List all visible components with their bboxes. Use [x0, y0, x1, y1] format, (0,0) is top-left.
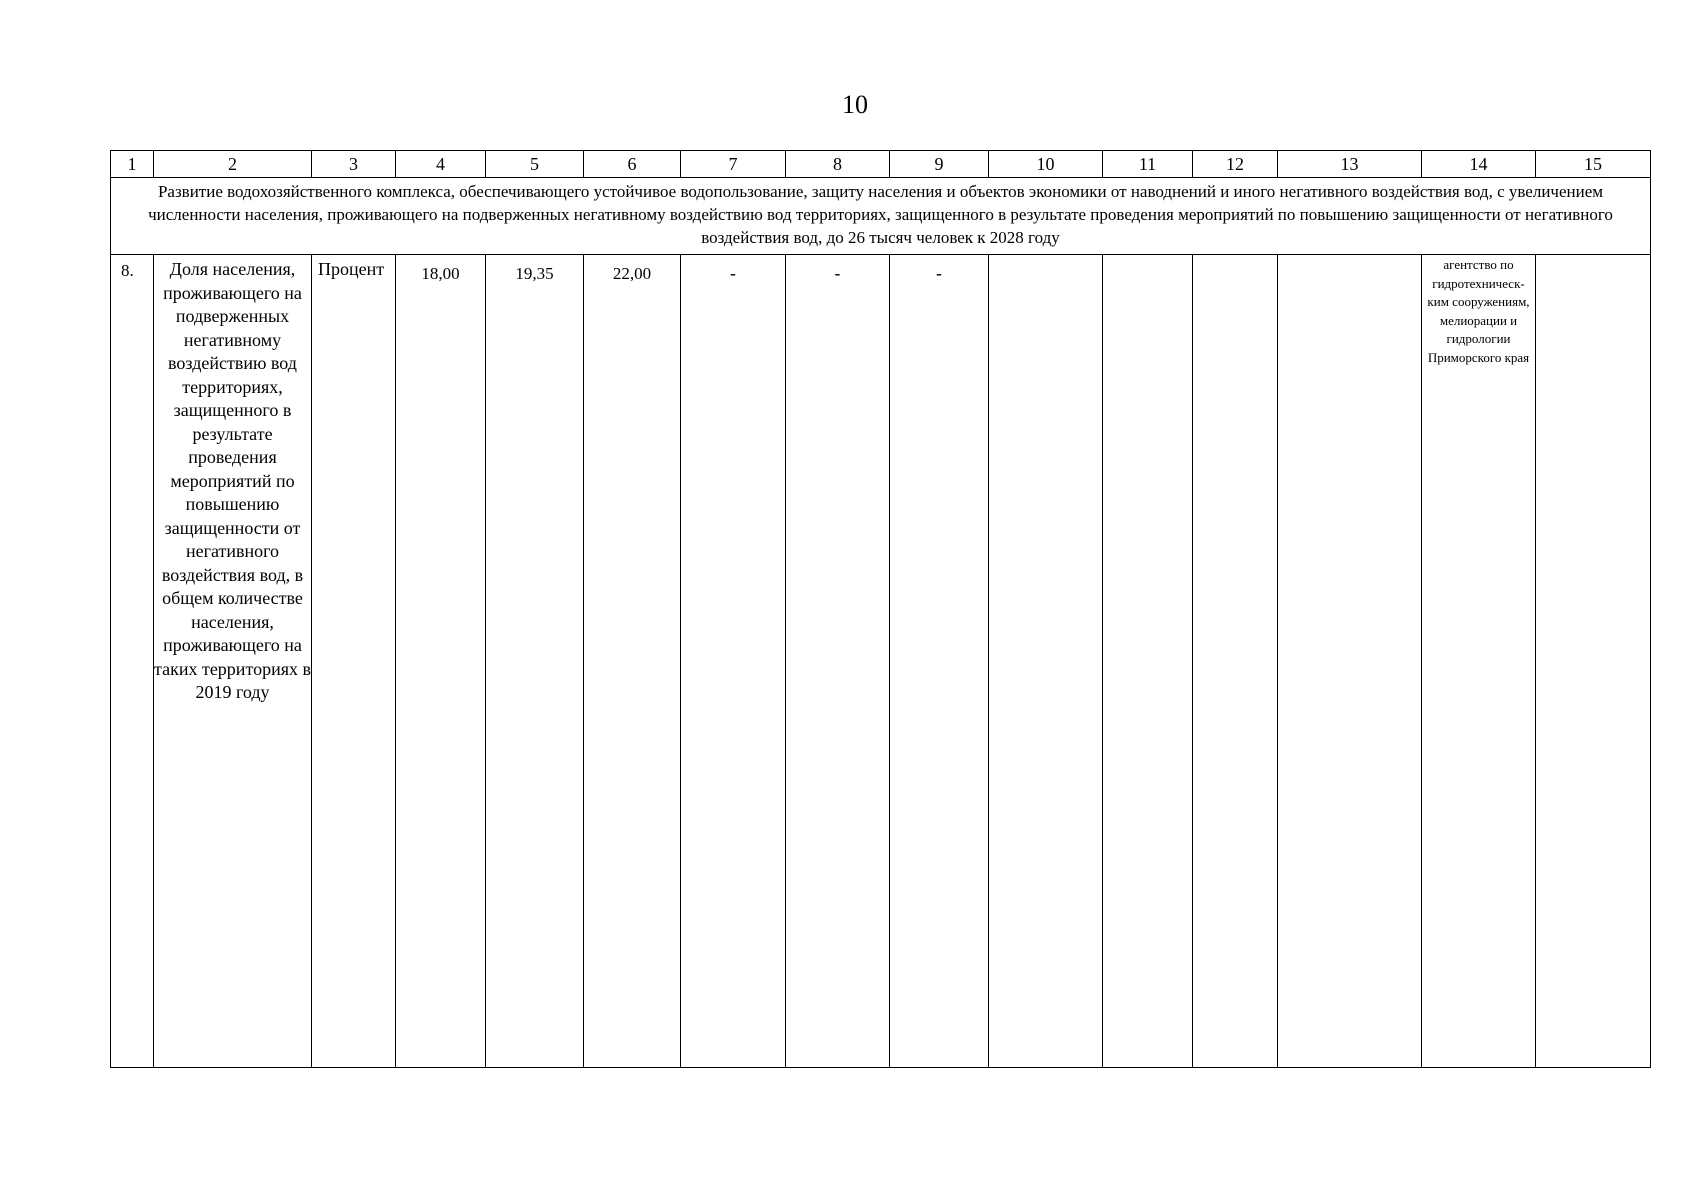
- header-cell: 15: [1536, 151, 1651, 178]
- row-number: 8.: [111, 255, 154, 1068]
- value-col10: [989, 255, 1103, 1068]
- header-cell: 7: [681, 151, 786, 178]
- section-row: [111, 178, 1651, 255]
- value-col15: [1536, 255, 1651, 1068]
- dash-value: -: [936, 264, 942, 283]
- header-cell: 6: [584, 151, 681, 178]
- value-col9: [890, 255, 989, 1068]
- table-row: [111, 255, 1651, 1068]
- value-col11: [1103, 255, 1193, 1068]
- section-title: Развитие водохозяйственного комплекса, обеспечивающего устойчивое водопользование, защиту населения и объектов экономики от наводнений и иного негативного воздействия вод, с увеличением численности населения, проживающего на подверженных негативному воздействию вод территориях, защищенного в результате проведения мероприятий по повышению защищенности от негативного воздействия вод, до 26 тысяч человек к 2028 году: [111, 178, 1651, 255]
- header-cell: 13: [1278, 151, 1422, 178]
- unit-cell: Процент: [312, 255, 396, 1068]
- header-cell: 10: [989, 151, 1103, 178]
- column-number-row: [111, 151, 1651, 178]
- value-col7: [681, 255, 786, 1068]
- indicators-table: [110, 150, 1651, 1068]
- dash-value: -: [730, 264, 736, 283]
- value-col4: 18,00: [396, 255, 486, 1068]
- header-cell: 9: [890, 151, 989, 178]
- dash-value: -: [834, 264, 841, 283]
- header-cell: 11: [1103, 151, 1193, 178]
- value-col12: [1193, 255, 1278, 1068]
- header-cell: 1: [111, 151, 154, 178]
- value-col6: 22,00: [584, 255, 681, 1068]
- page-number: 10: [842, 90, 868, 119]
- header-cell: 5: [486, 151, 584, 178]
- value-col8: [786, 255, 890, 1068]
- value-col5: 19,35: [486, 255, 584, 1068]
- header-cell: 4: [396, 151, 486, 178]
- value-col13: [1278, 255, 1422, 1068]
- header-cell: 14: [1422, 151, 1536, 178]
- header-cell: 2: [154, 151, 312, 178]
- header-cell: 12: [1193, 151, 1278, 178]
- header-cell: 3: [312, 151, 396, 178]
- responsible-executor: агентство по гидротехническ-ким сооружениям, мелиорации и гидрологии Приморского края: [1422, 255, 1536, 1068]
- indicator-name: Доля населения, проживающего на подверженных негативному воздействию вод территориях, защищенного в результате проведения мероприятий по повышению защищенности от негативного воздействия вод, в общем количестве населения, проживающего на таких территориях в 2019 году: [154, 255, 312, 1068]
- header-cell: 8: [786, 151, 890, 178]
